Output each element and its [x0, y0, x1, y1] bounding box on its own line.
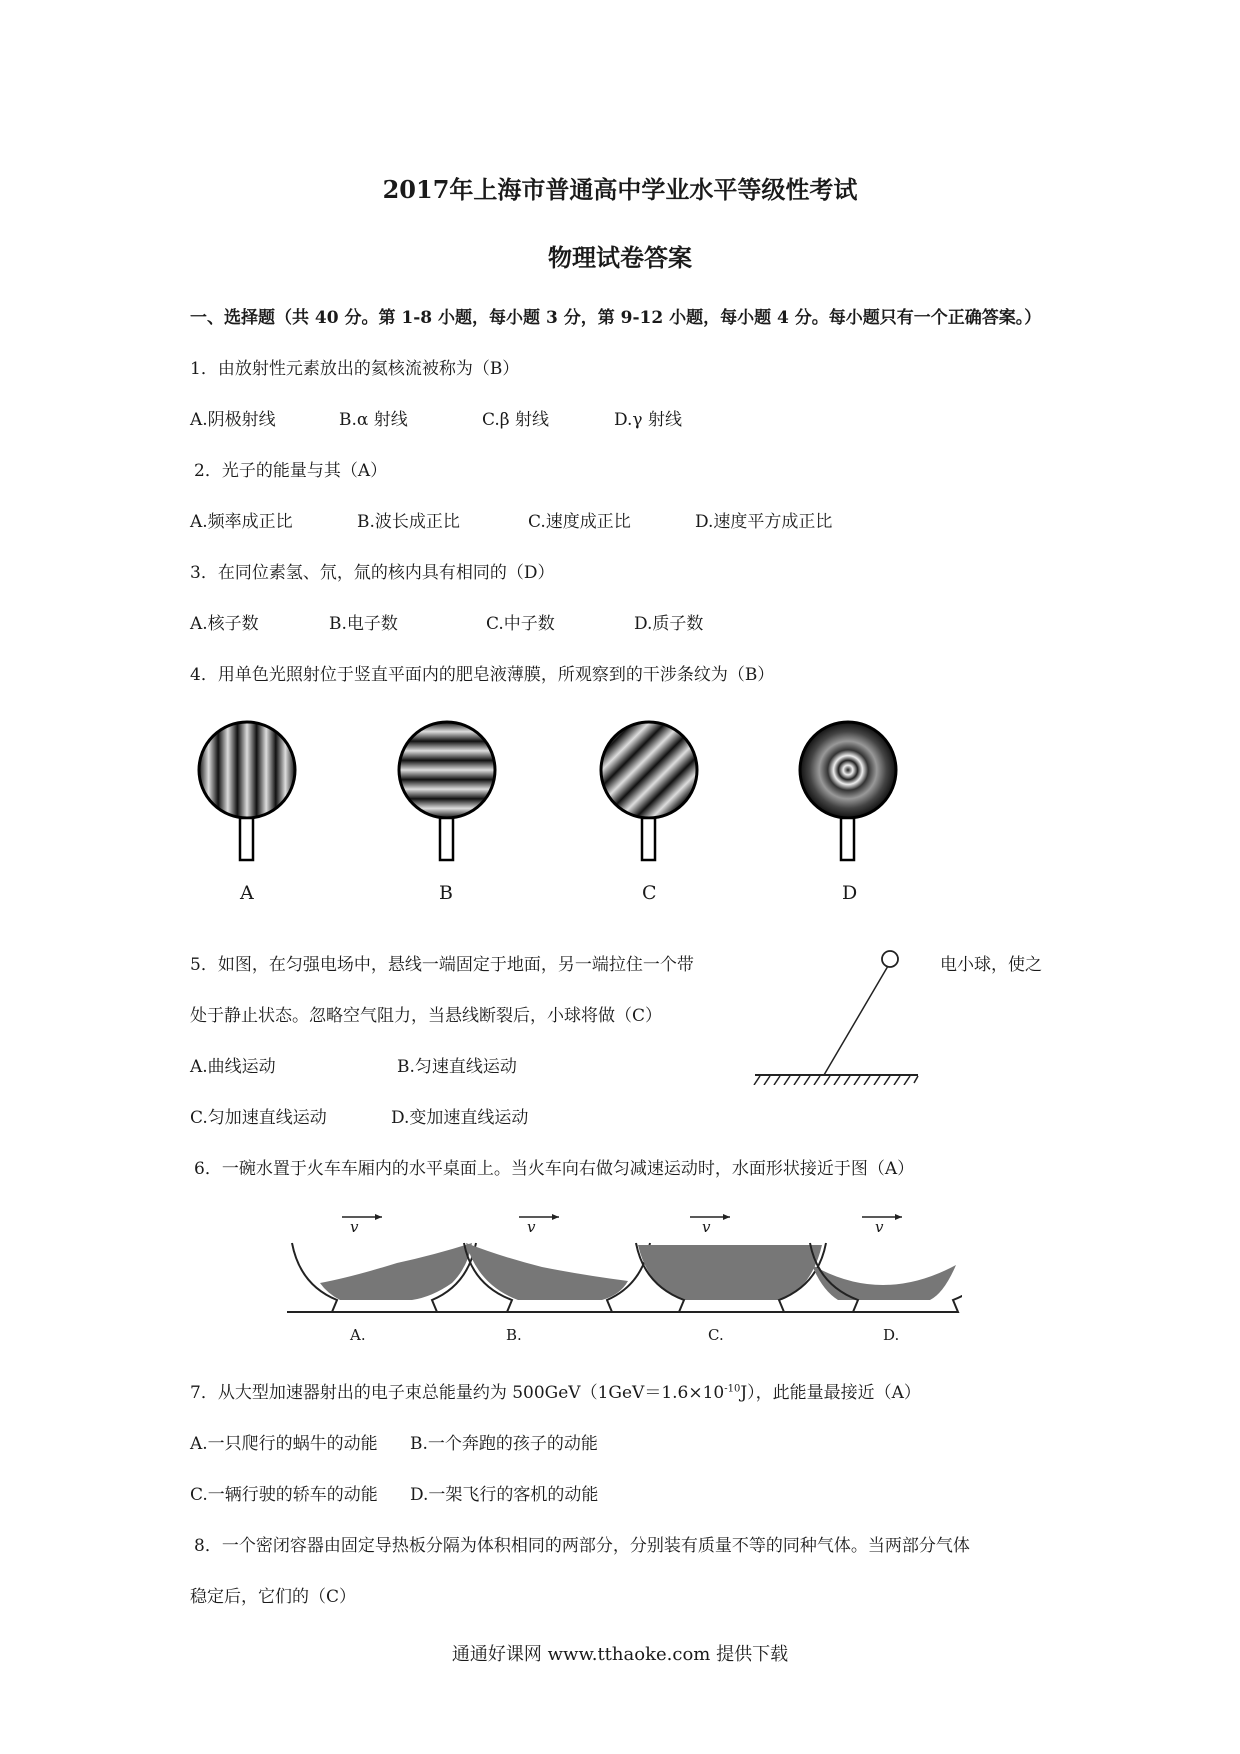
fig-6-label-c: C. — [708, 1326, 724, 1344]
q1-option-c: C.β 射线 — [482, 410, 550, 430]
bowl-d-velocity: v — [875, 1218, 884, 1236]
q7-option-a: A.一只爬行的蜗牛的动能 — [190, 1434, 378, 1454]
section-heading: 一、选择题（共 40 分。第 1-8 小题，每小题 3 分，第 9-12 小题，每小题 4 分。每小题只有一个正确答案。） — [190, 308, 1042, 328]
bowl-a-velocity: v — [350, 1218, 359, 1236]
fig-4-label-d: D — [842, 882, 858, 904]
question-6: 6．一碗水置于火车车厢内的水平桌面上。当火车向右做匀减速运动时，水面形状接近于图（A） — [194, 1159, 915, 1179]
question-2: 2．光子的能量与其（A） — [194, 461, 388, 481]
fig-4-label-b: B — [439, 882, 453, 904]
q3-option-b: B.电子数 — [329, 614, 398, 634]
fig-6-label-b: B. — [506, 1326, 522, 1344]
fig-4-label-a: A — [240, 882, 254, 904]
fig-6-label-d: D. — [883, 1326, 900, 1344]
fig-4a-vertical-fringes — [199, 722, 295, 860]
fig-6-label-a: A. — [350, 1326, 366, 1344]
q5-option-c: C.匀加速直线运动 — [190, 1108, 327, 1128]
q1-option-a: A.阴极射线 — [190, 410, 276, 430]
question-7-pre: 7．从大型加速器射出的电子束总能量约为 500GeV（1GeV＝1.6×10 — [190, 1383, 725, 1403]
bowl-d — [810, 1214, 962, 1312]
question-5-part-b: 电小球，使之 — [940, 955, 1042, 975]
bowl-c — [636, 1214, 826, 1312]
exam-title: 2017年上海市普通高中学业水平等级性考试 — [382, 175, 858, 204]
question-5-part-c: 处于静止状态。忽略空气阻力，当悬线断裂后，小球将做（C） — [190, 1006, 663, 1026]
q1-option-b: B.α 射线 — [339, 410, 408, 430]
bowl-a — [292, 1214, 476, 1312]
exam-subtitle: 物理试卷答案 — [548, 243, 692, 272]
q3-option-d: D.质子数 — [634, 614, 704, 634]
question-5-part-a: 5．如图，在匀强电场中，悬线一端固定于地面，另一端拉住一个带 — [190, 955, 694, 975]
bowl-c-velocity: v — [702, 1218, 711, 1236]
q7-option-d: D.一架飞行的客机的动能 — [410, 1485, 599, 1505]
q2-option-c: C.速度成正比 — [528, 512, 631, 532]
question-8-part-a: 8．一个密闭容器由固定导热板分隔为体积相同的两部分，分别装有质量不等的同种气体。当两部分气体 — [194, 1536, 970, 1556]
charged-ball — [882, 951, 898, 967]
q2-option-b: B.波长成正比 — [357, 512, 460, 532]
question-7 — [190, 1378, 921, 1403]
q3-option-c: C.中子数 — [486, 614, 555, 634]
fig-4c-diagonal-fringes — [601, 722, 697, 860]
question-7-exponent: -10 — [724, 1383, 741, 1395]
q1-option-d: D.γ 射线 — [614, 410, 682, 430]
q5-option-d: D.变加速直线运动 — [391, 1108, 529, 1128]
fig-4-label-c: C — [642, 882, 657, 904]
bowl-b — [464, 1214, 650, 1312]
fig-4d-ring-fringes — [800, 722, 896, 860]
q7-option-c: C.一辆行驶的轿车的动能 — [190, 1485, 378, 1505]
q5-option-b: B.匀速直线运动 — [397, 1057, 517, 1077]
bowl-figures — [282, 1205, 962, 1320]
q2-option-a: A.频率成正比 — [190, 512, 293, 532]
footer-credit: 通通好课网 www.tthaoke.com 提供下载 — [451, 1644, 789, 1665]
fig-4b-horizontal-fringes — [399, 722, 495, 860]
ground-hatch — [754, 1076, 918, 1085]
pendulum-figure — [750, 945, 930, 1085]
interference-figures — [180, 700, 940, 900]
question-8-part-b: 稳定后，它们的（C） — [190, 1587, 357, 1607]
bowl-b-velocity: v — [527, 1218, 536, 1236]
question-7-post: J），此能量最接近（A） — [740, 1383, 921, 1403]
question-3: 3．在同位素氢、氘，氚的核内具有相同的（D） — [190, 563, 555, 583]
question-1: 1．由放射性元素放出的氦核流被称为（B） — [190, 359, 520, 379]
question-4: 4．用单色光照射位于竖直平面内的肥皂液薄膜，所观察到的干涉条纹为（B） — [190, 665, 775, 685]
q3-option-a: A.核子数 — [190, 614, 259, 634]
string-line — [824, 966, 888, 1075]
q7-option-b: B.一个奔跑的孩子的动能 — [410, 1434, 598, 1454]
q2-option-d: D.速度平方成正比 — [695, 512, 833, 532]
q5-option-a: A.曲线运动 — [190, 1057, 276, 1077]
